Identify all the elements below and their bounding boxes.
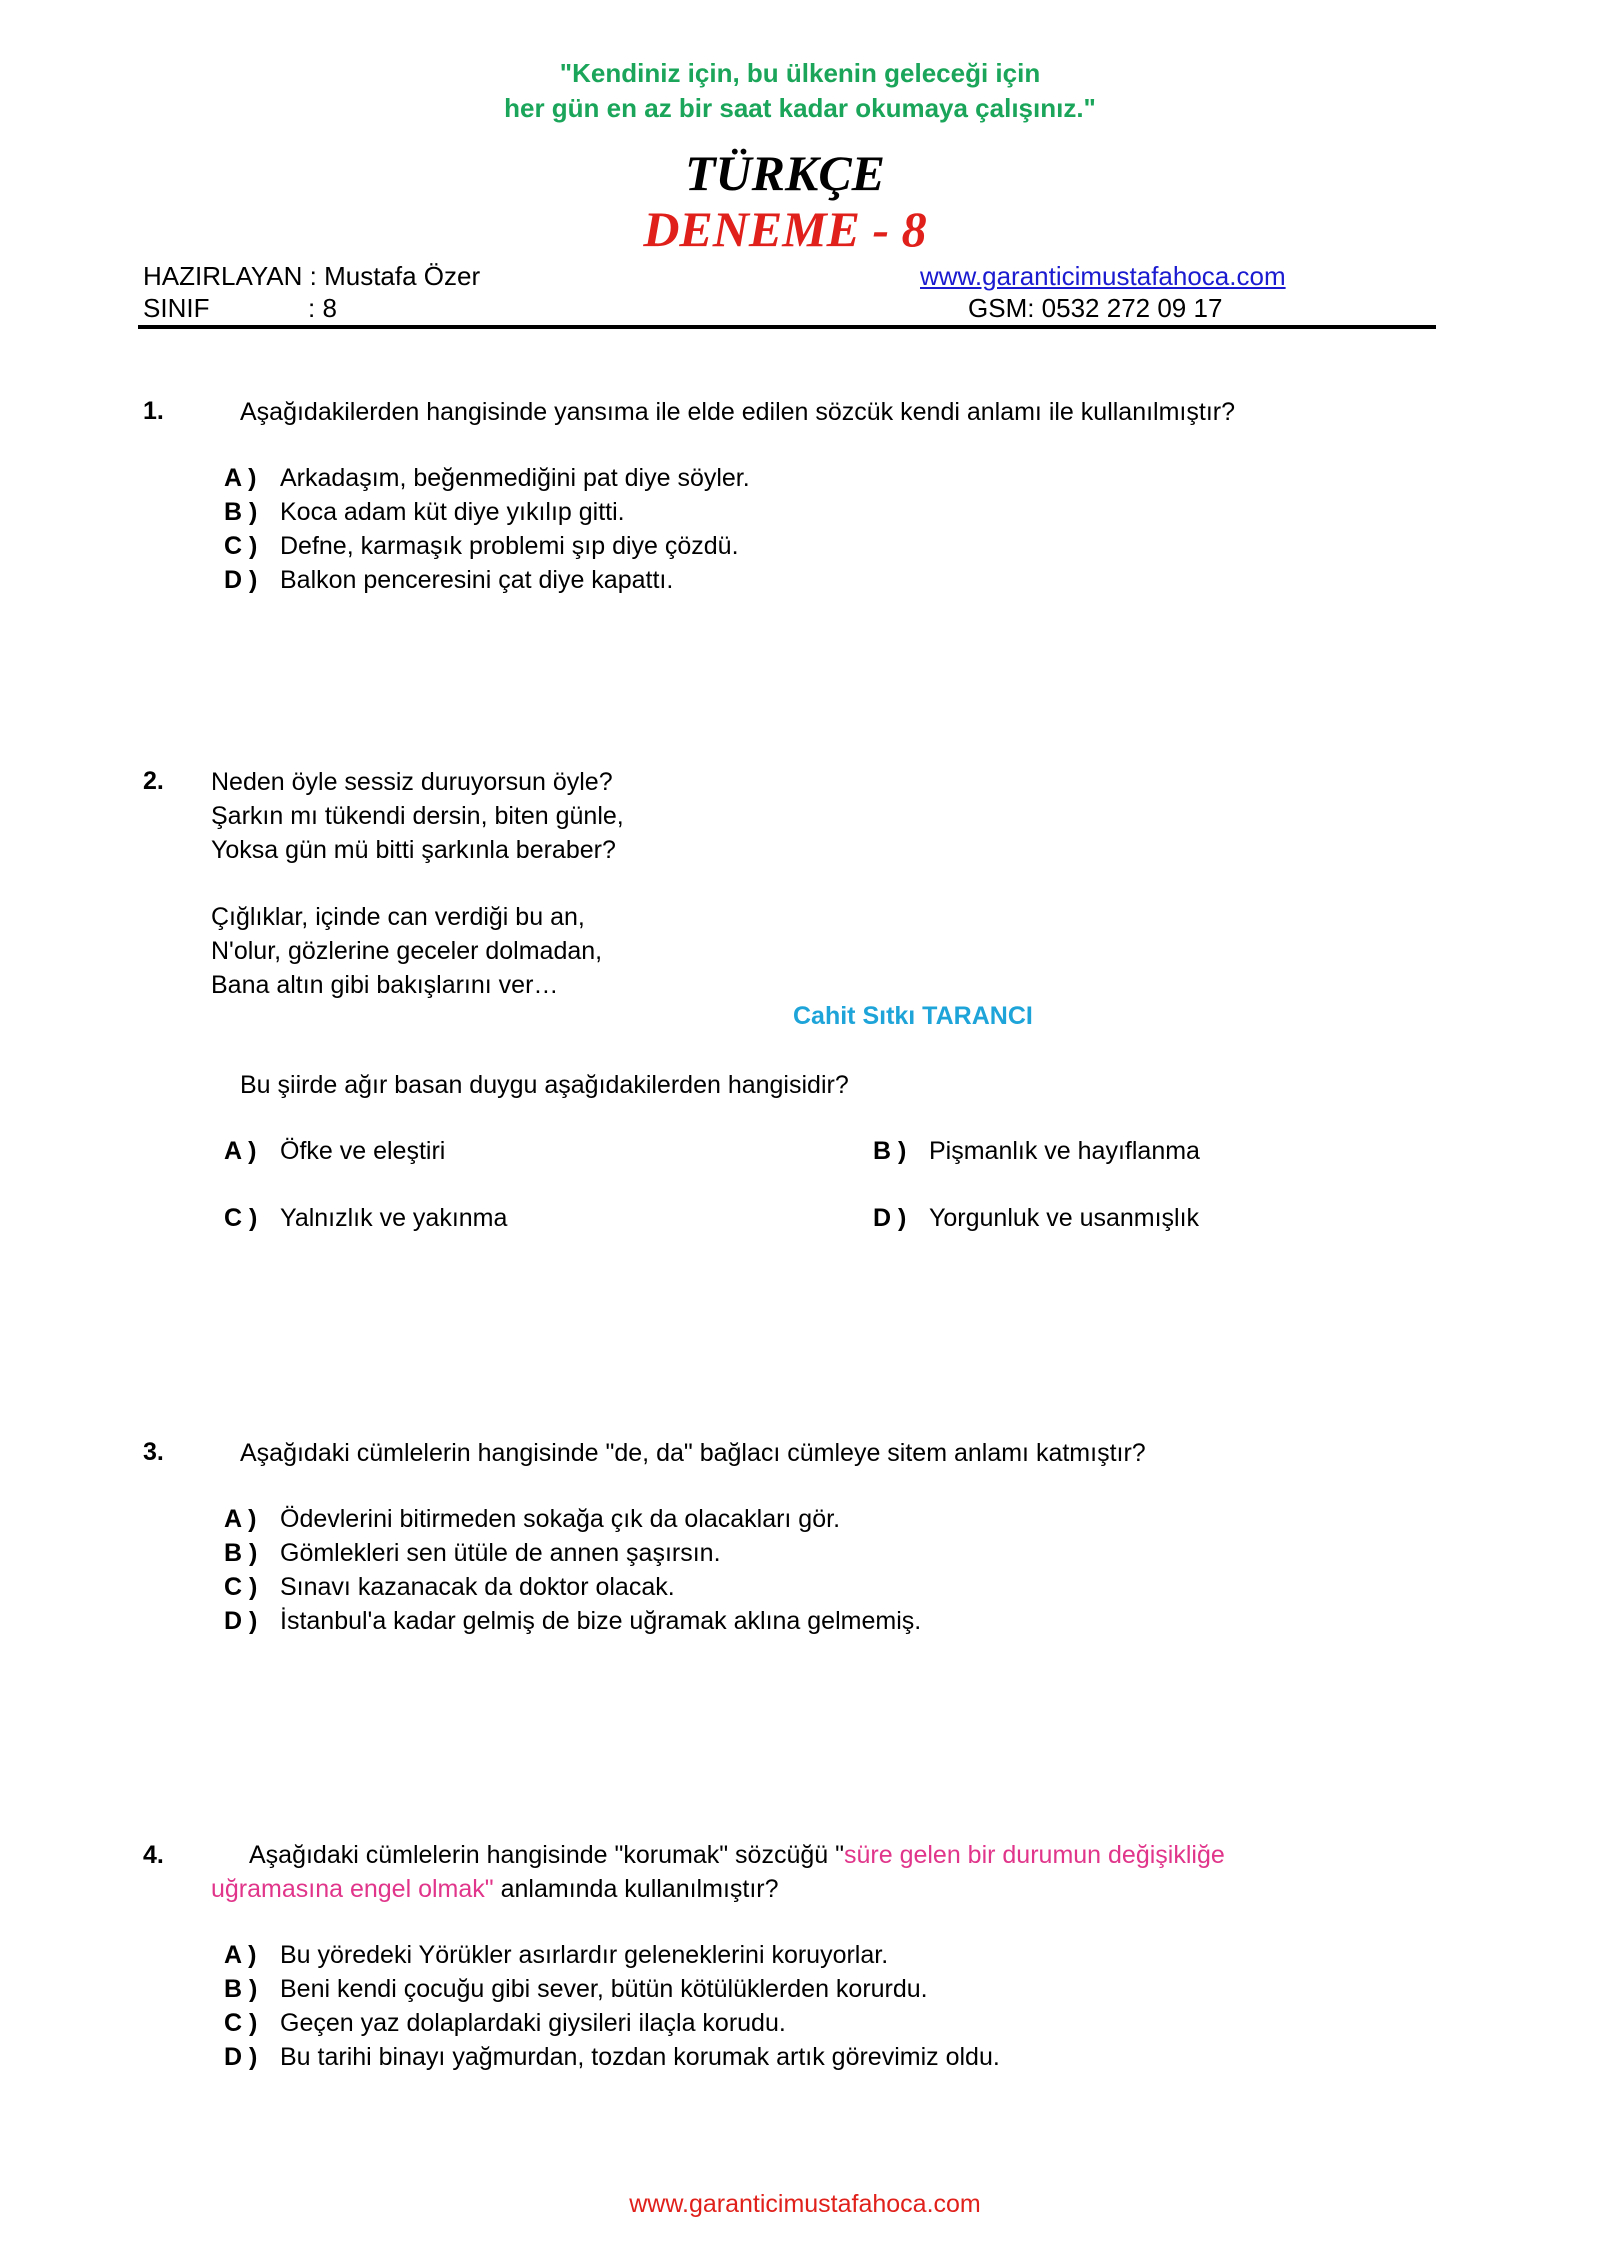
class-value: : 8: [308, 293, 337, 323]
question-3-option-b[interactable]: [224, 1536, 721, 1570]
question-1-option-b[interactable]: [224, 495, 625, 529]
option-letter: A ): [224, 1505, 257, 1533]
question-4-highlight-2: uğramasına engel olmak": [211, 1875, 494, 1903]
page-title: TÜRKÇE: [684, 145, 886, 201]
option-letter: C ): [224, 532, 258, 560]
header-website-link[interactable]: www.garanticimustafahoca.com: [920, 261, 1286, 291]
prepared-by: HAZIRLAYAN : Mustafa Özer: [143, 261, 481, 291]
question-4-text-line-1: [249, 1838, 1225, 1872]
option-letter: A ): [224, 1137, 257, 1165]
option-letter: D ): [224, 1607, 258, 1635]
question-4-highlight-1: süre gelen bir durumun değişikliğe: [843, 1841, 1225, 1869]
poem-line-6: Bana altın gibi bakışlarını ver…: [211, 971, 559, 999]
page-subtitle: DENEME - 8: [643, 201, 927, 257]
option-text: Koca adam küt diye yıkılıp gitti.: [280, 498, 625, 526]
option-text: Geçen yaz dolaplardaki giysileri ilaçla korudu.: [280, 2009, 786, 2037]
option-letter: D ): [224, 566, 258, 594]
header-divider: [138, 325, 1436, 329]
question-2-option-c[interactable]: [224, 1201, 507, 1235]
question-3-option-c[interactable]: [224, 1570, 675, 1604]
motto-line-1: "Kendiniz için, bu ülkenin geleceği için: [559, 58, 1041, 88]
question-1-option-c[interactable]: [224, 529, 739, 563]
option-text: Öfke ve eleştiri: [280, 1137, 446, 1165]
option-letter: A ): [224, 464, 257, 492]
question-4-option-b[interactable]: [224, 1972, 928, 2006]
poem-line-4: Çığlıklar, içinde can verdiği bu an,: [211, 903, 585, 931]
question-2-option-a[interactable]: [224, 1134, 445, 1168]
option-text: Bu tarihi binayı yağmurdan, tozdan korumak artık görevimiz oldu.: [280, 2043, 1000, 2071]
question-4-text-start: Aşağıdaki cümlelerin hangisinde "korumak" sözcüğü ": [249, 1841, 844, 1869]
option-letter: C ): [224, 2009, 258, 2037]
footer-website-link[interactable]: www.garanticimustafahoca.com: [629, 2190, 981, 2218]
option-text: Balkon penceresini çat diye kapattı.: [280, 566, 674, 594]
class-label: SINIF: [143, 293, 210, 323]
question-2-option-b[interactable]: [873, 1134, 1200, 1168]
question-4-number: 4.: [143, 1841, 164, 1869]
gsm-number: GSM: 0532 272 09 17: [968, 293, 1223, 323]
question-4-option-d[interactable]: [224, 2040, 1000, 2074]
option-text: Bu yöredeki Yörükler asırlardır geleneklerini koruyorlar.: [280, 1941, 889, 1969]
option-text: İstanbul'a kadar gelmiş de bize uğramak aklına gelmemiş.: [280, 1607, 922, 1635]
question-3-number: 3.: [143, 1438, 164, 1466]
option-text: Arkadaşım, beğenmediğini pat diye söyler.: [280, 464, 750, 492]
question-3-text: Aşağıdaki cümlelerin hangisinde "de, da" bağlacı cümleye sitem anlamı katmıştır?: [240, 1439, 1146, 1467]
question-3-option-d[interactable]: [224, 1604, 921, 1638]
option-letter: D ): [224, 2043, 258, 2071]
poet-name: Cahit Sıtkı TARANCI: [793, 1002, 1033, 1030]
option-text: Yalnızlık ve yakınma: [280, 1204, 508, 1232]
question-4-option-c[interactable]: [224, 2006, 786, 2040]
option-letter: A ): [224, 1941, 257, 1969]
option-letter: D ): [873, 1204, 907, 1232]
option-text: Ödevlerini bitirmeden sokağa çık da olacakları gör.: [280, 1505, 841, 1533]
question-2-option-d[interactable]: [873, 1201, 1199, 1235]
motto-line-2: her gün en az bir saat kadar okumaya çalışınız.": [504, 93, 1096, 123]
option-text: Yorgunluk ve usanmışlık: [929, 1204, 1200, 1232]
option-letter: B ): [224, 498, 258, 526]
question-1-option-d[interactable]: [224, 563, 673, 597]
question-1-text: Aşağıdakilerden hangisinde yansıma ile elde edilen sözcük kendi anlamı ile kullanılmıştır?: [240, 398, 1235, 426]
option-letter: B ): [224, 1539, 258, 1567]
option-letter: C ): [224, 1573, 258, 1601]
option-text: Defne, karmaşık problemi şıp diye çözdü.: [280, 532, 739, 560]
option-letter: B ): [224, 1975, 258, 2003]
question-2-number: 2.: [143, 767, 164, 795]
option-text: Beni kendi çocuğu gibi sever, bütün kötülüklerden korurdu.: [280, 1975, 928, 2003]
option-letter: C ): [224, 1204, 258, 1232]
question-1-number: 1.: [143, 397, 164, 425]
question-4-text-end: anlamında kullanılmıştır?: [493, 1875, 779, 1903]
question-3-option-a[interactable]: [224, 1502, 840, 1536]
poem-line-1: Neden öyle sessiz duruyorsun öyle?: [211, 768, 613, 796]
poem-line-2: Şarkın mı tükendi dersin, biten günle,: [211, 802, 624, 830]
poem-line-5: N'olur, gözlerine geceler dolmadan,: [211, 937, 603, 965]
option-text: Sınavı kazanacak da doktor olacak.: [280, 1573, 675, 1601]
question-4-text-line-2: [211, 1872, 779, 1906]
question-1-option-a[interactable]: [224, 461, 750, 495]
option-letter: B ): [873, 1137, 907, 1165]
poem-line-3: Yoksa gün mü bitti şarkınla beraber?: [211, 836, 616, 864]
option-text: Gömlekleri sen ütüle de annen şaşırsın.: [280, 1539, 721, 1567]
option-text: Pişmanlık ve hayıflanma: [929, 1137, 1200, 1165]
question-2-text: Bu şiirde ağır basan duygu aşağıdakilerden hangisidir?: [240, 1071, 849, 1099]
question-4-option-a[interactable]: [224, 1938, 888, 1972]
